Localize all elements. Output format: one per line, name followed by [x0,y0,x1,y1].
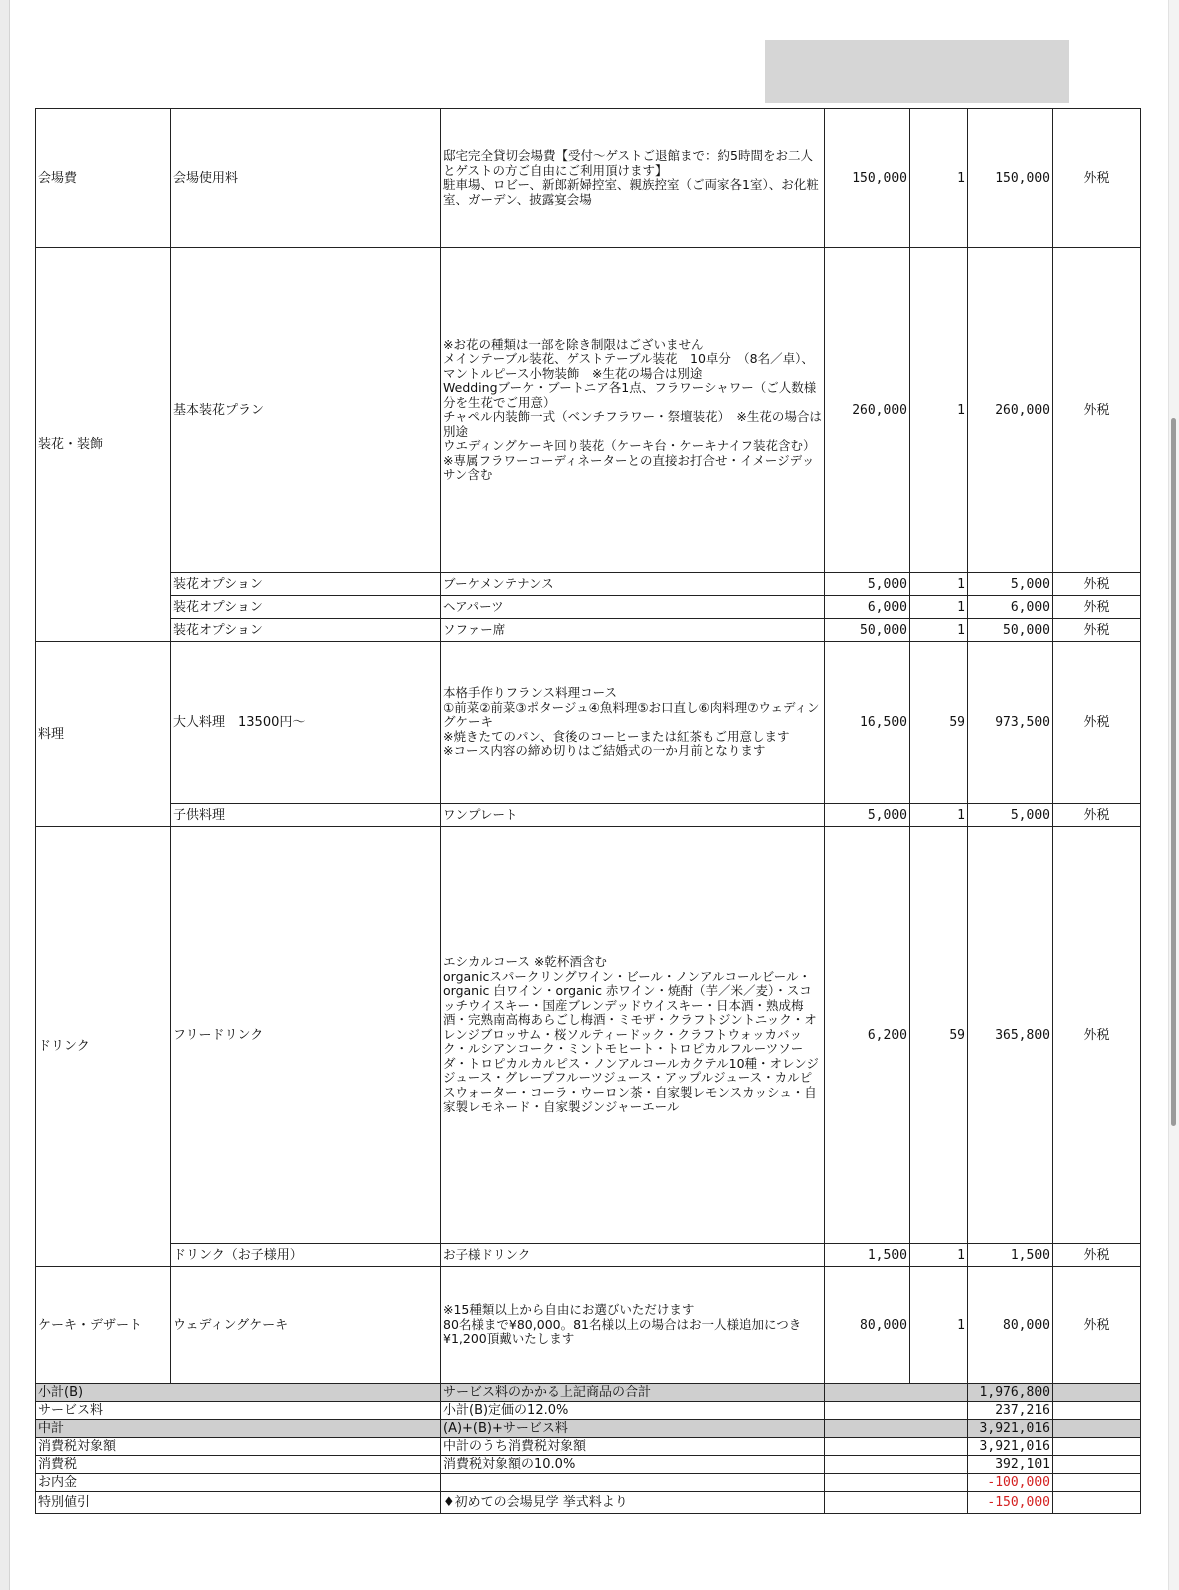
redacted-block [765,40,1069,103]
tax-type-cell: 外税 [1053,109,1141,248]
quantity-cell: 1 [910,596,968,619]
quantity-cell: 1 [910,1244,968,1267]
summary-note: ♦初めての会場見学 挙式料より [441,1492,825,1514]
page-left-edge [0,0,10,1590]
scrollbar-thumb[interactable] [1171,418,1176,1126]
summary-spacer [1053,1402,1141,1420]
summary-label: 消費税 [36,1456,441,1474]
description-cell: 邸宅完全貸切会場費【受付〜ゲストご退館まで：約5時間をお二人とゲストの方ご自由にご利用頂けます】 駐車場、ロビー、新郎新婦控室、親族控室（ご両家各1室）、お化粧室、ガーデン、披露宴会場 [441,109,825,248]
summary-note [441,1474,825,1492]
summary-spacer [825,1492,968,1514]
tax-type-cell: 外税 [1053,642,1141,804]
summary-value: 237,216 [968,1402,1053,1420]
quantity-cell: 1 [910,804,968,827]
summary-spacer [825,1420,968,1438]
description-cell: ソファー席 [441,619,825,642]
table-row [36,573,1141,596]
table-row [36,1244,1141,1267]
description-cell: ※15種類以上から自由にお選びいただけます 80名様まで¥80,000。81名様以上の場合はお一人様追加につき¥1,200頂戴いたします [441,1267,825,1384]
summary-note: 小計(B)定価の12.0% [441,1402,825,1420]
amount-cell: 973,500 [968,642,1053,804]
summary-label: 小計(B) [36,1384,441,1402]
amount-cell: 6,000 [968,596,1053,619]
table-row [36,1267,1141,1384]
summary-note: (A)+(B)+サービス料 [441,1420,825,1438]
table-row [36,642,1141,804]
description-cell: 本格手作りフランス料理コース ①前菜②前菜③ポタージュ④魚料理⑤お口直し⑥肉料理⑦ウェディングケーキ ※焼きたてのパン、食後のコーヒーまたは紅茶もご用意します ※コース内容の締め切りはご結婚式の一か月前となります [441,642,825,804]
summary-spacer [1053,1384,1141,1402]
amount-cell: 150,000 [968,109,1053,248]
summary-value-negative: -150,000 [968,1492,1053,1514]
scrollbar-track[interactable] [1168,0,1179,1590]
tax-type-cell: 外税 [1053,1267,1141,1384]
category-cell: ドリンク [36,827,171,1267]
table-row [36,804,1141,827]
summary-row-subtotal [36,1384,1141,1402]
item-cell: ウェディングケーキ [171,1267,441,1384]
description-cell: お子様ドリンク [441,1244,825,1267]
summary-row-midtotal [36,1420,1141,1438]
amount-cell: 80,000 [968,1267,1053,1384]
category-cell: ケーキ・デザート [36,1267,171,1384]
unit-price-cell: 16,500 [825,642,910,804]
item-cell: 装花オプション [171,573,441,596]
summary-label: お内金 [36,1474,441,1492]
item-cell: 会場使用料 [171,109,441,248]
summary-value: 3,921,016 [968,1438,1053,1456]
tax-type-cell: 外税 [1053,248,1141,573]
summary-note: 中計のうち消費税対象額 [441,1438,825,1456]
amount-cell: 5,000 [968,573,1053,596]
tax-type-cell: 外税 [1053,619,1141,642]
summary-row-taxable [36,1438,1141,1456]
summary-note: サービス料のかかる上記商品の合計 [441,1384,825,1402]
tax-type-cell: 外税 [1053,573,1141,596]
summary-spacer [1053,1438,1141,1456]
summary-spacer [825,1402,968,1420]
summary-value: 392,101 [968,1456,1053,1474]
item-cell: 装花オプション [171,596,441,619]
unit-price-cell: 5,000 [825,573,910,596]
summary-row-consumption-tax [36,1456,1141,1474]
description-cell: ブーケメンテナンス [441,573,825,596]
table-row [36,248,1141,573]
quantity-cell: 1 [910,573,968,596]
category-cell: 会場費 [36,109,171,248]
table-row [36,619,1141,642]
amount-cell: 1,500 [968,1244,1053,1267]
unit-price-cell: 50,000 [825,619,910,642]
category-cell: 装花・装飾 [36,248,171,642]
quantity-cell: 59 [910,827,968,1244]
item-cell: 基本装花プラン [171,248,441,573]
estimate-table [35,108,1141,1514]
summary-spacer [1053,1474,1141,1492]
summary-label: サービス料 [36,1402,441,1420]
category-cell: 料理 [36,642,171,827]
summary-spacer [825,1384,968,1402]
summary-label: 特別値引 [36,1492,441,1514]
unit-price-cell: 80,000 [825,1267,910,1384]
summary-spacer [1053,1492,1141,1514]
table-row [36,827,1141,1244]
tax-type-cell: 外税 [1053,827,1141,1244]
summary-spacer [825,1474,968,1492]
amount-cell: 365,800 [968,827,1053,1244]
summary-spacer [1053,1420,1141,1438]
quantity-cell: 59 [910,642,968,804]
summary-row-special-discount [36,1492,1141,1514]
description-cell: ※お花の種類は一部を除き制限はございません メインテーブル装花、ゲストテーブル装花 10卓分 （8名／卓）、マントルピース小物装飾 ※生花の場合は別途 Weddingブーケ・ブートニア各1点、フラワーシャワー（ご人数様分を生花でご用意） チャペル内装飾一式（ベンチフラワー・祭壇装花） ※生花の場合は別途 ウエディングケーキ回り装花（ケーキ台・ケーキナイフ装花含む） ※専属フラワーコーディネーターとの直接お打合せ・イメージデッサン含む [441,248,825,573]
description-cell: ヘアパーツ [441,596,825,619]
summary-row-service-fee [36,1402,1141,1420]
summary-value-negative: -100,000 [968,1474,1053,1492]
quantity-cell: 1 [910,109,968,248]
summary-label: 消費税対象額 [36,1438,441,1456]
tax-type-cell: 外税 [1053,1244,1141,1267]
unit-price-cell: 5,000 [825,804,910,827]
item-cell: 大人料理 13500円〜 [171,642,441,804]
description-cell: ワンプレート [441,804,825,827]
summary-value: 1,976,800 [968,1384,1053,1402]
table-row [36,109,1141,248]
item-cell: ドリンク（お子様用） [171,1244,441,1267]
summary-spacer [825,1456,968,1474]
quantity-cell: 1 [910,248,968,573]
unit-price-cell: 150,000 [825,109,910,248]
amount-cell: 50,000 [968,619,1053,642]
quantity-cell: 1 [910,619,968,642]
summary-value: 3,921,016 [968,1420,1053,1438]
description-cell: エシカルコース ※乾杯酒含む organicスパークリングワイン・ビール・ノンアルコールビール・organic 白ワイン・organic 赤ワイン・焼酎（芋／米／麦）・スコッチウイスキー・国産ブレンデッドウイスキー・日本酒・熟成梅酒・完熟南高梅あらごし梅酒・ミモザ・クラフトジントニック・オレンジブロッサム・桜ソルティードック・クラフトウォッカバック・ルシアンコーク・ミントモヒート・トロピカルフルーツソーダ・トロピカルカルピス・ノンアルコールカクテル10種・オレンジジュース・グレープフルーツジュース・アップルジュース・カルピスウォーター・コーラ・ウーロン茶・自家製レモンスカッシュ・自家製レモネード・自家製ジンジャーエール [441,827,825,1244]
summary-row-deposit [36,1474,1141,1492]
summary-spacer [1053,1456,1141,1474]
item-cell: 子供料理 [171,804,441,827]
tax-type-cell: 外税 [1053,596,1141,619]
amount-cell: 5,000 [968,804,1053,827]
summary-spacer [825,1438,968,1456]
item-cell: 装花オプション [171,619,441,642]
amount-cell: 260,000 [968,248,1053,573]
quantity-cell: 1 [910,1267,968,1384]
summary-note: 消費税対象額の10.0% [441,1456,825,1474]
tax-type-cell: 外税 [1053,804,1141,827]
unit-price-cell: 6,200 [825,827,910,1244]
item-cell: フリードリンク [171,827,441,1244]
unit-price-cell: 1,500 [825,1244,910,1267]
unit-price-cell: 260,000 [825,248,910,573]
unit-price-cell: 6,000 [825,596,910,619]
summary-label: 中計 [36,1420,441,1438]
table-row [36,596,1141,619]
